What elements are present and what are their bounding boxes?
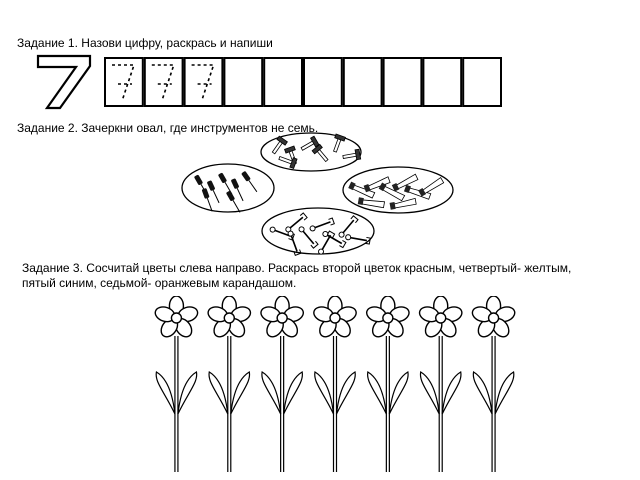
oval-saws[interactable]: [343, 167, 453, 213]
writing-cells: [104, 57, 502, 107]
task-3-line-2: пятый синим, седьмой- оранжевым карандашом.: [22, 276, 297, 290]
writing-cell[interactable]: [384, 58, 422, 106]
flower-icon[interactable]: [312, 296, 358, 472]
task-3-instruction: [22, 261, 571, 291]
oval-hammers[interactable]: [261, 133, 361, 171]
flower-icon[interactable]: [153, 296, 199, 472]
flower-icon[interactable]: [206, 296, 252, 472]
outlined-seven-icon: [34, 52, 94, 110]
writing-cell[interactable]: [304, 58, 342, 106]
flower-icon[interactable]: [418, 296, 464, 472]
flower-icon[interactable]: [365, 296, 411, 472]
writing-cell[interactable]: [463, 58, 501, 106]
flower-row: [150, 296, 520, 476]
task-2-instruction: Задание 2. Зачеркни овал, где инструментов не семь.: [17, 121, 319, 135]
task-3-line-1: Задание 3. Сосчитай цветы слева направо. Раскрась второй цветок красным, четвертый- желтым,: [22, 261, 572, 275]
writing-cell[interactable]: [185, 58, 223, 106]
oval-wrenches[interactable]: [262, 208, 374, 255]
task-1-instruction: Задание 1. Назови цифру, раскрась и напиши: [17, 36, 273, 50]
writing-cell[interactable]: [423, 58, 461, 106]
flower-icon[interactable]: [470, 296, 516, 472]
writing-cell[interactable]: [145, 58, 183, 106]
writing-cell[interactable]: [105, 58, 143, 106]
writing-cell[interactable]: [264, 58, 302, 106]
tool-ovals: [176, 128, 466, 256]
writing-cell[interactable]: [344, 58, 382, 106]
flower-icon[interactable]: [259, 296, 305, 472]
writing-cell[interactable]: [224, 58, 262, 106]
oval-screwdrivers[interactable]: [182, 164, 274, 214]
